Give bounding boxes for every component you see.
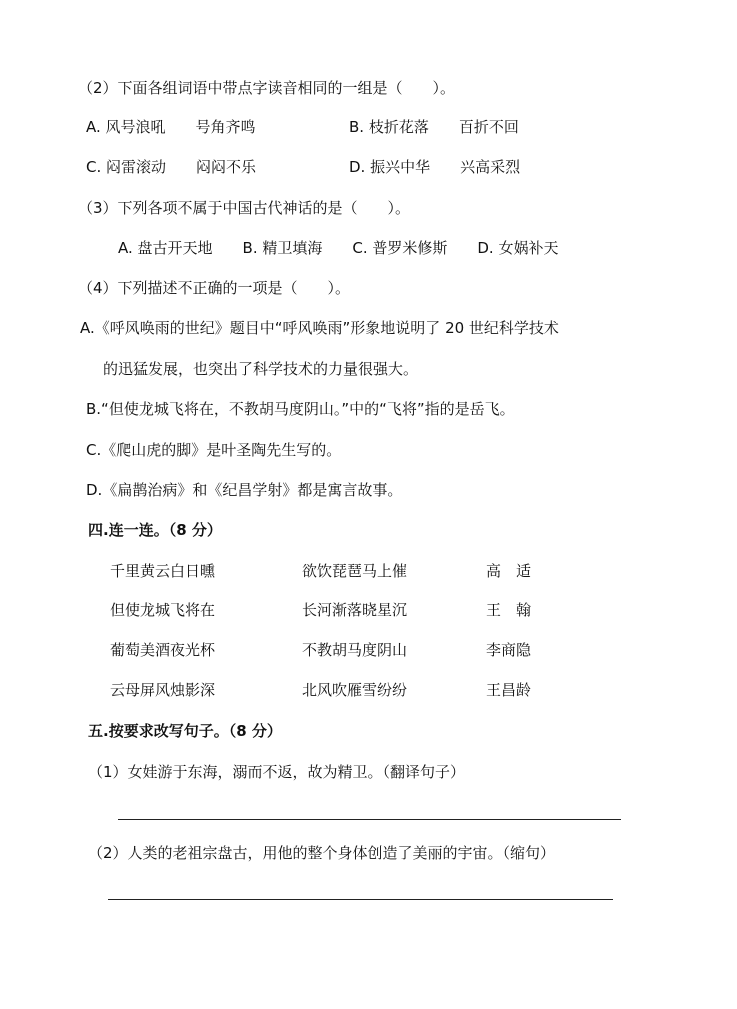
q4-option-b: B.“但使龙城飞将在，不教胡马度阴山。”中的“飞将”指的是岳飞。 — [86, 400, 515, 418]
poem-line-mid-2: 长河渐落晓星沉 — [302, 601, 408, 619]
rewrite-item-1: （1）女娃游于东海，溺而不返，故为精卫。（翻译句子） — [88, 763, 466, 781]
q2-option-d: D. 振兴中华 兴高采烈 — [349, 158, 521, 176]
poem-line-mid-3: 不教胡马度阴山 — [302, 641, 408, 659]
poem-line-mid-1: 欲饮琵琶马上催 — [302, 562, 408, 580]
q4-option-c: C.《爬山虎的脚》是叶圣陶先生写的。 — [86, 441, 342, 459]
rewrite-item-2: （2）人类的老祖宗盘古，用他的整个身体创造了美丽的宇宙。（缩句） — [88, 844, 556, 862]
poem-line-mid-4: 北风吹雁雪纷纷 — [302, 681, 408, 699]
section-4-title: 四.连一连。（8 分） — [88, 521, 222, 539]
q4-option-a-line2: 的迅猛发展，也突出了科学技术的力量很强大。 — [103, 360, 419, 378]
poem-line-left-4: 云母屏风烛影深 — [110, 681, 216, 699]
q2-stem: （2）下面各组词语中带点字读音相同的一组是（ ）。 — [78, 79, 456, 97]
q4-option-d: D.《扁鹊治病》和《纪昌学射》都是寓言故事。 — [86, 481, 403, 499]
poem-line-left-2: 但使龙城飞将在 — [110, 601, 216, 619]
q3-options: A. 盘古开天地 B. 精卫填海 C. 普罗米修斯 D. 女娲补天 — [118, 239, 559, 257]
poet-2: 王 翰 — [486, 601, 532, 619]
poet-1: 高 适 — [486, 562, 532, 580]
answer-line-1[interactable] — [118, 819, 621, 820]
poem-line-left-3: 葡萄美酒夜光杯 — [110, 641, 216, 659]
poem-line-left-1: 千里黄云白日曛 — [110, 562, 216, 580]
q4-stem: （4）下列描述不正确的一项是（ ）。 — [78, 279, 351, 297]
answer-line-2[interactable] — [108, 899, 613, 900]
q3-stem: （3）下列各项不属于中国古代神话的是（ ）。 — [78, 199, 411, 217]
section-5-title: 五.按要求改写句子。（8 分） — [88, 722, 282, 740]
q2-option-a: A. 风号浪吼 号角齐鸣 — [86, 118, 256, 136]
poet-3: 李商隐 — [486, 641, 532, 659]
q2-option-c: C. 闷雷滚动 闷闷不乐 — [86, 158, 257, 176]
poet-4: 王昌龄 — [486, 681, 532, 699]
q2-option-b: B. 枝折花落 百折不回 — [349, 118, 519, 136]
q4-option-a-line1: A.《呼风唤雨的世纪》题目中“呼风唤雨”形象地说明了 20 世纪科学技术 — [80, 319, 559, 337]
